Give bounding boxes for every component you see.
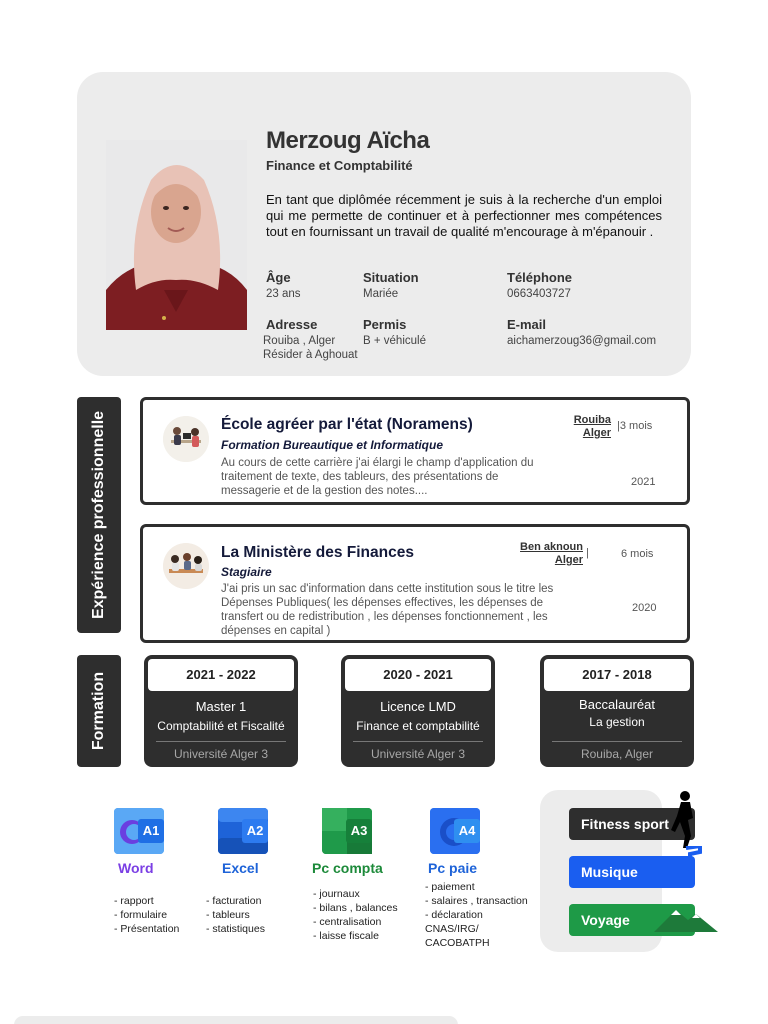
hobby-fitness: Fitness sport bbox=[569, 808, 695, 840]
education-years: 2017 - 2018 bbox=[544, 659, 690, 691]
location-line: Alger bbox=[582, 427, 611, 439]
permit-label: Permis bbox=[363, 317, 407, 332]
experience-location bbox=[574, 414, 611, 440]
education-school: Rouiba, Alger bbox=[580, 747, 654, 761]
address-line1: Rouiba , Alger bbox=[263, 335, 336, 347]
description-line: Dépenses Publiques( les dépenses effectives, les dépenses de bbox=[221, 597, 543, 609]
education-field: Finance et comptabilité bbox=[356, 719, 480, 733]
experience-description bbox=[221, 456, 534, 498]
app-name-word: Word bbox=[118, 860, 154, 876]
description-line: transfert ou de redistribution , les dépenses fonctionnement , les bbox=[221, 611, 548, 623]
office-icon bbox=[163, 416, 209, 462]
education-degree: Licence LMD bbox=[380, 699, 456, 714]
education-school: Université Alger 3 bbox=[173, 747, 269, 761]
address-label: Adresse bbox=[266, 317, 318, 332]
hobby-music: Musique bbox=[569, 856, 695, 888]
experience-duration: 6 mois bbox=[621, 548, 654, 560]
experience-duration: |3 mois bbox=[617, 420, 653, 432]
age-label: Âge bbox=[266, 270, 291, 285]
footer-bar bbox=[14, 1016, 458, 1024]
candidate-name: Merzoug Aïcha bbox=[266, 127, 430, 154]
meeting-icon bbox=[163, 543, 209, 589]
use-item: - laisse fiscale bbox=[313, 930, 379, 942]
pc-paie-app-icon bbox=[430, 808, 480, 854]
education-divider bbox=[353, 741, 483, 742]
pc-compta-uses bbox=[313, 887, 398, 943]
use-item: - journaux bbox=[313, 888, 360, 900]
description-line: dépenses en capital ) bbox=[221, 625, 331, 637]
use-item: - déclaration bbox=[425, 909, 483, 921]
description-line: messagerie et de la gestion des notes.... bbox=[221, 485, 428, 497]
experience-card-1 bbox=[140, 397, 690, 505]
use-item: - bilans , balances bbox=[313, 902, 398, 914]
pc-compta-app-icon bbox=[322, 808, 372, 854]
experience-section-title: Expérience professionnelle bbox=[90, 410, 107, 620]
app-badge: A3 bbox=[346, 819, 372, 843]
use-item: - facturation bbox=[206, 895, 262, 907]
experience-role: Formation Bureautique et Informatique bbox=[221, 438, 444, 452]
duration-separator: | bbox=[586, 547, 589, 559]
address-line2: Résider à Aghouat bbox=[263, 349, 358, 361]
hobby-travel: Voyage bbox=[569, 904, 695, 936]
app-badge: A1 bbox=[138, 819, 164, 843]
education-card-1 bbox=[144, 655, 298, 767]
situation-value: Mariée bbox=[363, 288, 399, 300]
education-section-title: Formation bbox=[90, 671, 107, 751]
education-card-3 bbox=[540, 655, 694, 767]
experience-card-2 bbox=[140, 524, 690, 643]
education-field: Comptabilité et Fiscalité bbox=[157, 719, 285, 733]
experience-title: École agréer par l'état (Noramens) bbox=[221, 416, 473, 433]
profile-card bbox=[77, 72, 691, 376]
education-divider bbox=[552, 741, 682, 742]
description-line: traitement de texte, des tableurs, des présentations de bbox=[221, 471, 499, 483]
education-years: 2021 - 2022 bbox=[148, 659, 294, 691]
word-uses bbox=[114, 894, 179, 936]
excel-uses bbox=[206, 894, 265, 936]
app-badge: A2 bbox=[242, 819, 268, 843]
profile-summary: En tant que diplômée récemment je suis à la recherche d'un emploi qui me permette de continuer et à perfectionner mes compétences tout en fournissant un travail de qualité m'encourage à m'épanouir . bbox=[266, 192, 662, 239]
permit-value: B + véhiculé bbox=[363, 335, 426, 347]
use-item: - centralisation bbox=[313, 916, 382, 928]
use-item: - salaires , transaction bbox=[425, 895, 528, 907]
education-years: 2020 - 2021 bbox=[345, 659, 491, 691]
word-app-icon bbox=[114, 808, 164, 854]
description-line: Au cours de cette carrière j'ai élargi le champ d'application du bbox=[221, 457, 534, 469]
pc-paie-uses bbox=[425, 880, 528, 950]
app-name-pc-paie: Pc paie bbox=[428, 860, 478, 876]
experience-title: La Ministère des Finances bbox=[221, 544, 414, 561]
candidate-title: Finance et Comptabilité bbox=[266, 158, 413, 173]
education-degree: Baccalauréat bbox=[579, 697, 655, 712]
experience-role: Stagiaire bbox=[221, 565, 272, 579]
excel-app-icon bbox=[218, 808, 268, 854]
education-degree: Master 1 bbox=[195, 699, 247, 714]
app-name-pc-compta: Pc compta bbox=[312, 860, 383, 876]
use-item: CACOBATPH bbox=[425, 937, 490, 949]
use-item: - statistiques bbox=[206, 923, 265, 935]
experience-year: 2020 bbox=[632, 602, 657, 614]
use-item: - formulaire bbox=[114, 909, 168, 921]
music-note-icon bbox=[672, 846, 702, 886]
email-label: E-mail bbox=[507, 317, 547, 332]
use-item: - paiement bbox=[425, 881, 475, 893]
experience-section-tab bbox=[77, 397, 121, 633]
location-line: Alger bbox=[554, 554, 583, 566]
education-divider bbox=[156, 741, 286, 742]
app-name-excel: Excel bbox=[222, 860, 259, 876]
duration-text: 3 mois bbox=[619, 420, 653, 432]
use-item: CNAS/IRG/ bbox=[425, 923, 479, 935]
education-school: Université Alger 3 bbox=[370, 747, 466, 761]
phone-value: 0663403727 bbox=[507, 288, 571, 300]
experience-location bbox=[520, 541, 583, 567]
phone-label: Téléphone bbox=[507, 270, 573, 285]
runner-icon bbox=[666, 790, 700, 850]
mountain-icon bbox=[654, 904, 718, 934]
age-value: 23 ans bbox=[266, 288, 301, 300]
email-value[interactable]: aichamerzoug36@gmail.com bbox=[507, 335, 657, 347]
use-item: - rapport bbox=[114, 895, 154, 907]
education-card-2 bbox=[341, 655, 495, 767]
use-item: - Présentation bbox=[114, 923, 180, 935]
experience-year: 2021 bbox=[631, 476, 656, 488]
profile-photo bbox=[106, 140, 247, 330]
location-line: Rouiba bbox=[573, 414, 611, 426]
education-field: La gestion bbox=[589, 715, 645, 729]
education-section-tab bbox=[77, 655, 121, 767]
app-badge: A4 bbox=[454, 819, 480, 843]
experience-description bbox=[221, 582, 553, 638]
location-line: Ben aknoun bbox=[520, 541, 583, 553]
use-item: - tableurs bbox=[206, 909, 250, 921]
situation-label: Situation bbox=[363, 270, 419, 285]
description-line: J'ai pris un sac d'information dans cette institution sous le titre les bbox=[221, 583, 554, 595]
